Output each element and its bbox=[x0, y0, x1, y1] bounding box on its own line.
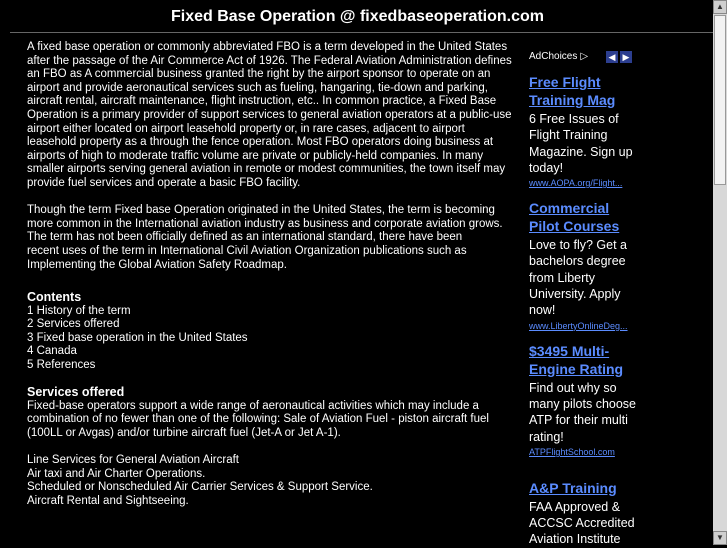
header-divider bbox=[10, 32, 713, 33]
contents-item: 1 History of the term bbox=[27, 304, 131, 317]
ad-prev-button[interactable]: ◀ bbox=[606, 51, 618, 63]
ad-title-link[interactable]: Free Flight Training Mag bbox=[529, 74, 616, 108]
icao-paragraph: recent uses of the term in International Civil Aviation Organization publications such as Implementing the Global Aviation Safety Roadmap. bbox=[27, 244, 467, 271]
contents-item: 3 Fixed base operation in the United States bbox=[27, 331, 248, 344]
services-heading: Services offered bbox=[27, 384, 125, 399]
services-item: Line Services for General Aviation Aircraft bbox=[27, 454, 240, 467]
ad-body: Love to fly? Get a bachelors degree from Liberty University. Apply now! bbox=[529, 238, 627, 318]
adchoices-label[interactable]: AdChoices bbox=[529, 51, 578, 62]
ad-item bbox=[529, 342, 639, 457]
ad-title-link[interactable]: A&P Training bbox=[529, 479, 617, 496]
ad-url-link[interactable]: www.AOPA.org/Flight... bbox=[529, 178, 623, 189]
services-intro: Fixed-base operators support a wide range of aeronautical activities which may include a combination of no fewer than one of the following: Sale of Aviation Fuel - piston aircraft fuel (100LL or Avgas) and/or turbine aircraft fuel (Jet-A or Jet A-1). bbox=[27, 399, 489, 439]
intro-paragraph: A fixed base operation or commonly abbreviated FBO is a term developed in the United States after the passage of the Air Commerce Act of 1926. The Federal Aviation Administration defines an FBO as A commercial business granted the right by the airport sponsor to operate on an airport and provide aeronautical services such as fueling, hangaring, tie-down and parking, aircraft rental, aircraft maintenance, flight instruction, etc.. In common practice, a Fixed Base Operation is a primary provider of support services to general aviation operators at a public-use airport either located on airport leasehold property or, in rare cases, adjacent to airport leasehold property as a through the fence operation. Most FBO operators doing business at airports of high to moderate traffic volume are private or publicly-held companies. In many smaller airports serving general aviation in remote or modest communities, the town itself may provide fuel services and operate a basic FBO facility. bbox=[27, 41, 512, 189]
ads-sidebar bbox=[529, 51, 639, 548]
ad-item bbox=[529, 199, 639, 330]
vertical-scrollbar[interactable] bbox=[713, 0, 727, 545]
contents-item: 2 Services offered bbox=[27, 318, 120, 331]
ad-url-link[interactable]: ATPFlightSchool.com bbox=[529, 446, 615, 457]
ad-body: 6 Free Issues of Flight Training Magazine. Sign up today! bbox=[529, 112, 633, 175]
ad-item bbox=[529, 479, 639, 548]
ad-next-button[interactable]: ▶ bbox=[620, 51, 632, 63]
ad-body: Find out why so many pilots choose ATP for their multi rating! bbox=[529, 380, 637, 444]
ad-url-link[interactable]: www.LibertyOnlineDeg... bbox=[529, 320, 628, 331]
scrollbar-thumb[interactable] bbox=[714, 15, 726, 185]
services-item: Scheduled or Nonscheduled Air Carrier Services & Support Service. bbox=[27, 481, 373, 494]
ad-title-link[interactable]: Commercial Pilot Courses bbox=[529, 200, 620, 235]
contents-item: 4 Canada bbox=[27, 345, 77, 358]
ad-title-link[interactable]: $3495 Multi-Engine Rating bbox=[529, 342, 624, 377]
page-title: Fixed Base Operation @ fixedbaseoperation.com bbox=[170, 8, 545, 25]
ad-item bbox=[529, 73, 639, 188]
services-item: Aircraft Rental and Sightseeing. bbox=[27, 494, 189, 507]
scroll-down-icon[interactable]: ▼ bbox=[713, 531, 727, 545]
contents-item: 5 References bbox=[27, 359, 96, 372]
services-item: Air taxi and Air Charter Operations. bbox=[27, 467, 206, 480]
scroll-up-icon[interactable]: ▲ bbox=[713, 0, 727, 14]
international-paragraph: Though the term Fixed base Operation originated in the United States, the term is becoming more common in the International aviation industry as business and corporate aviation grows. The term has not been officially defined as an international standard, there have been bbox=[27, 204, 503, 244]
contents-heading: Contents bbox=[27, 289, 82, 304]
ad-body: FAA Approved & ACCSC Accredited Aviation Institute bbox=[529, 499, 635, 547]
main-content bbox=[27, 41, 517, 508]
adchoices-icon[interactable]: ▷ bbox=[580, 51, 589, 62]
